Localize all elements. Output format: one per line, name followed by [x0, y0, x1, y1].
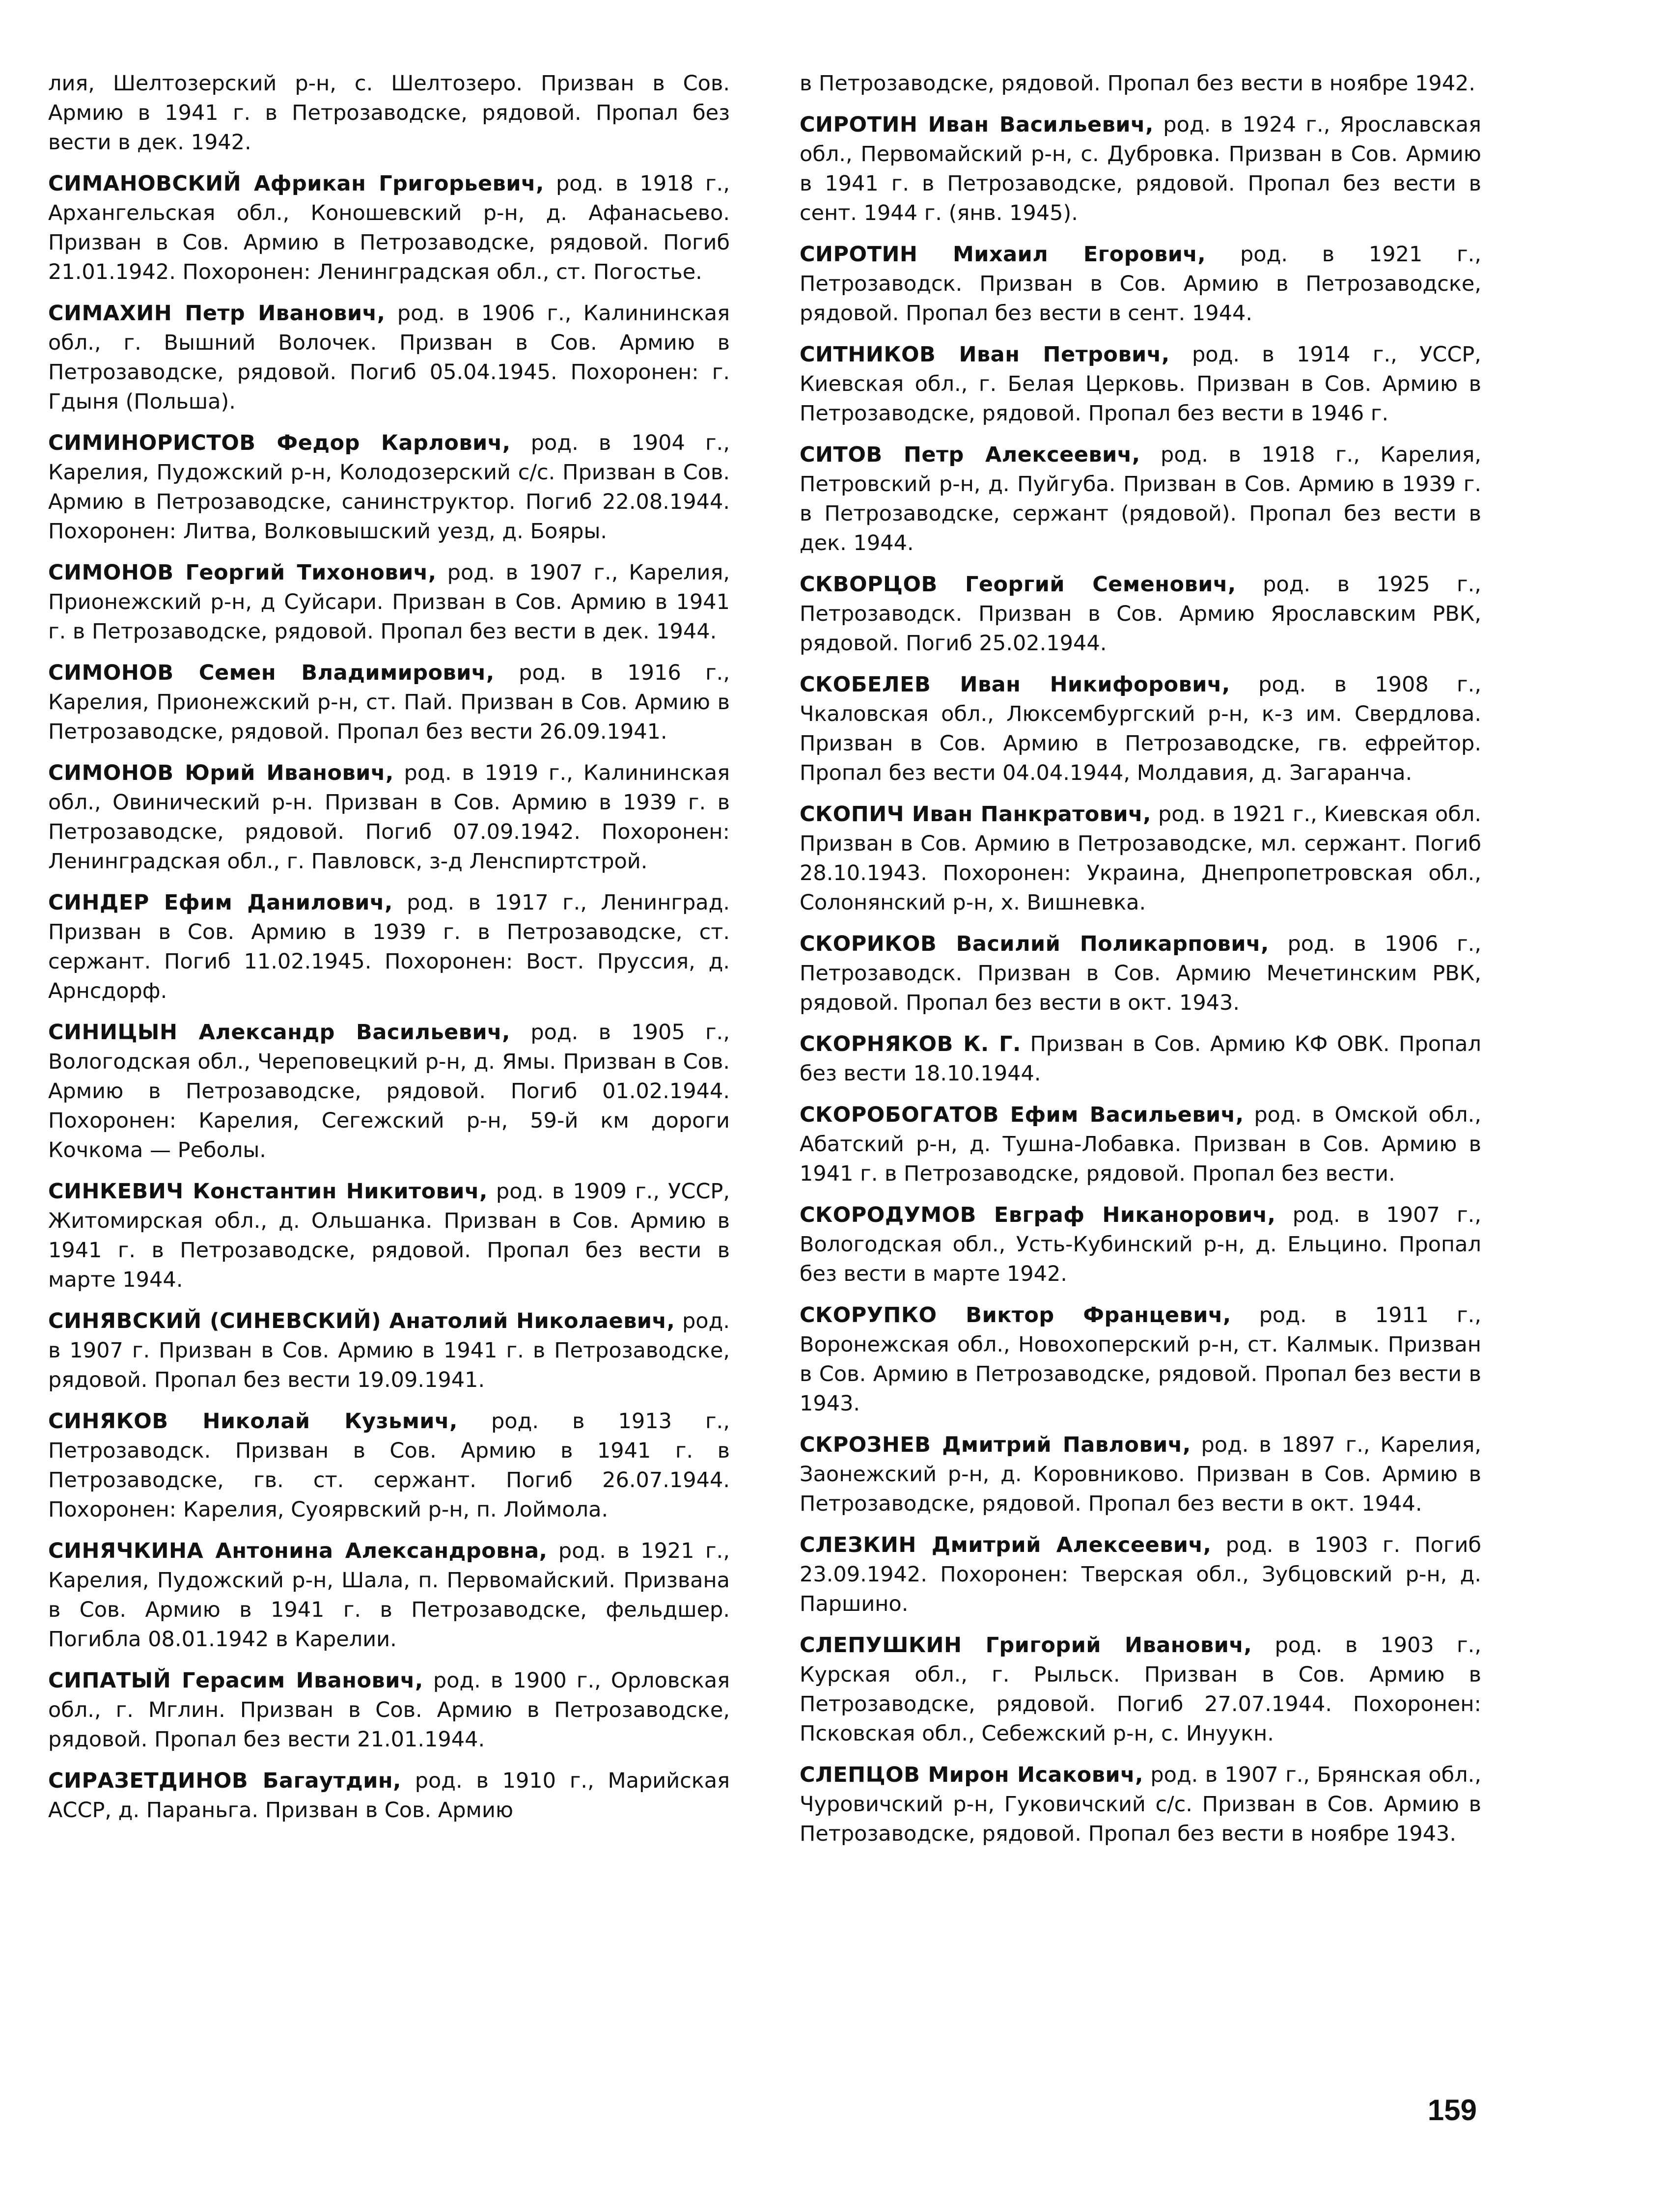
entry-name: СИТОВ Петр Алексеевич,: [800, 442, 1140, 467]
entry-name: СКВОРЦОВ Георгий Семенович,: [800, 572, 1236, 597]
entry: [800, 1029, 1481, 1088]
entry-text: род. в 1911 г., Воронежская обл., Новохоперский р-н, ст. Калмык. Призван в Сов. Армию в Петрозаводске, рядовой. Пропал без вести в 1943.: [800, 1303, 1481, 1416]
entry-name: СИРОТИН Михаил Егорович,: [800, 242, 1206, 267]
entry-text: род. в 1903 г., Курская обл., г. Рыльск. Призван в Сов. Армию в Петрозаводске, рядовой. Погиб 27.07.1944. Похоронен: Псковская обл., Себежский р-н, с. Инуукн.: [800, 1633, 1481, 1746]
entry-text: род. в 1906 г., Калининская обл., г. Вышний Волочек. Призван в Сов. Армию в Петрозаводске, рядовой. Погиб 05.04.1945. Похоронен: г. Гдыня (Польша).: [48, 301, 730, 414]
entry: [48, 169, 730, 287]
entry-name: СИНЯКОВ Николай Кузьмич,: [48, 1409, 458, 1434]
entry-text: род. в 1907 г., Брянская обл., Чуровичский р-н, Гуковичский с/с. Призван в Сов. Армию в Петрозаводске, рядовой. Пропал без вести в ноябре 1943.: [800, 1763, 1481, 1846]
entry: [48, 1177, 730, 1295]
entry-text: род. в 1924 г., Ярославская обл., Первомайский р-н, с. Дубровка. Призван в Сов. Армию в 1941 г. в Петрозаводске, рядовой. Пропал без вести в сент. 1944 г. (янв. 1945).: [800, 112, 1481, 225]
entry: [48, 1018, 730, 1165]
entry: [800, 1100, 1481, 1189]
entry: [48, 428, 730, 546]
entry-text: род. в 1919 г., Калининская обл., Овинический р-н. Призван в Сов. Армию в 1939 г. в Петрозаводске, рядовой. Погиб 07.09.1942. Похоронен: Ленинградская обл., г. Павловск, з-д Ленспиртстрой.: [48, 761, 730, 874]
entry: [48, 1766, 730, 1825]
entry: [800, 670, 1481, 788]
entry-name: СКОРОБОГАТОВ Ефим Васильевич,: [800, 1103, 1244, 1127]
entry-text: род. в 1907 г., Карелия, Прионежский р-н, д Суйсари. Призван в Сов. Армию в 1941 г. в Петрозаводске, рядовой. Пропал без вести в дек. 1944.: [48, 560, 730, 644]
page-number: 159: [1427, 2094, 1477, 2127]
entry-text: род. в 1897 г., Карелия, Заонежский р-н, д. Коровниково. Призван в Сов. Армию в Петрозаводске, рядовой. Пропал без вести в окт. 1944.: [800, 1433, 1482, 1516]
entry: [800, 1631, 1481, 1748]
entry-text: род. в 1906 г., Петрозаводск. Призван в Сов. Армию Мечетинским РВК, рядовой. Пропал без вести в окт. 1943.: [800, 932, 1481, 1015]
entry-text: лия, Шелтозерский р-н, с. Шелтозеро. Призван в Сов. Армию в 1941 г. в Петрозаводске, рядовой. Пропал без вести в дек. 1942.: [48, 71, 730, 155]
entry: [800, 1430, 1481, 1519]
entry-name: СКОПИЧ Иван Панкратович,: [800, 802, 1151, 827]
entry-text: род. в 1918 г., Архангельская обл., Коношевский р-н, д. Афанасьево. Призван в Сов. Армию в Петрозаводске, рядовой. Погиб 21.01.1942. Похоронен: Ленинградская обл., ст. Погостье.: [48, 171, 730, 284]
entry-text: Призван в Сов. Армию КФ ОВК. Пропал без вести 18.10.1944.: [800, 1032, 1481, 1086]
entry-name: СИМОНОВ Семен Владимирович,: [48, 661, 495, 685]
entry-name: СЛЕПУШКИН Григорий Иванович,: [800, 1633, 1252, 1658]
entry-text: род. в 1925 г., Петрозаводск. Призван в Сов. Армию Ярославским РВК, рядовой. Погиб 25.02.1944.: [800, 572, 1481, 656]
entry-name: СКОБЕЛЕВ Иван Никифорович,: [800, 672, 1230, 697]
entry: [48, 1407, 730, 1524]
entry: [800, 800, 1481, 917]
entry-text: в Петрозаводске, рядовой. Пропал без вести в ноябре 1942.: [800, 71, 1476, 96]
entry-name: СИМОНОВ Юрий Иванович,: [48, 761, 394, 785]
entry: [800, 1760, 1481, 1849]
entry-text: род. в 1909 г., УССР, Житомирская обл., д. Ольшанка. Призван в Сов. Армию в 1941 г. в Петрозаводске, рядовой. Пропал без вести в марте 1944.: [48, 1179, 730, 1292]
entry: [48, 1536, 730, 1654]
entry-name: СИНЯЧКИНА Антонина Александровна,: [48, 1539, 548, 1563]
entry-name: СИНКЕВИЧ Константин Никитович,: [48, 1179, 488, 1204]
entry-text: род. в 1904 г., Карелия, Пудожский р-н, Колодозерский с/с. Призван в Сов. Армию в Петрозаводске, санинструктор. Погиб 22.08.1944. Похоронен: Литва, Волковышский уезд, д. Бояры.: [48, 431, 730, 544]
entry-text: род. в 1908 г., Чкаловская обл., Люксембургский р-н, к-з им. Свердлова. Призван в Сов. Армию в Петрозаводске, гв. ефрейтор. Пропал без вести 04.04.1944, Молдавия, д. Загаранча.: [800, 672, 1481, 785]
entry: [800, 570, 1481, 658]
entry-name: СИРОТИН Иван Васильевич,: [800, 112, 1154, 137]
left-column: [48, 69, 730, 1837]
entry: [800, 110, 1481, 228]
entry: [800, 1200, 1481, 1289]
entry-name: СИПАТЫЙ Герасим Иванович,: [48, 1668, 423, 1693]
entry: [48, 658, 730, 747]
entry: [48, 758, 730, 876]
entry: [800, 929, 1481, 1018]
entry-name: СИТНИКОВ Иван Петрович,: [800, 342, 1170, 367]
entry: [48, 1666, 730, 1754]
entry: [48, 299, 730, 416]
entry-continuation: [800, 69, 1481, 98]
entry-text: род. в 1905 г., Вологодская обл., Череповецкий р-н, д. Ямы. Призван в Сов. Армию в Петрозаводске, рядовой. Погиб 01.02.1944. Похоронен: Карелия, Сегежский р-н, 59-й км дороги Кочкома — Реболы.: [48, 1020, 730, 1162]
entry-name: СИМИНОРИСТОВ Федор Карлович,: [48, 431, 511, 455]
entry-text: род. в 1907 г. Призван в Сов. Армию в 1941 г. в Петрозаводске, рядовой. Пропал без вести 19.09.1941.: [48, 1309, 730, 1392]
right-column: [800, 69, 1481, 1860]
entry-name: СИНИЦЫН Александр Васильевич,: [48, 1020, 510, 1045]
entry-text: род. в 1914 г., УССР, Киевская обл., г. Белая Церковь. Призван в Сов. Армию в Петрозаводске, рядовой. Пропал без вести в 1946 г.: [800, 342, 1481, 426]
entry-text: род. в 1907 г., Вологодская обл., Усть-Кубинский р-н, д. Ельцино. Пропал без вести в марте 1942.: [800, 1203, 1481, 1286]
entry-text: род. в 1903 г. Погиб 23.09.1942. Похоронен: Тверская обл., Зубцовский р-н, д. Паршино.: [800, 1533, 1481, 1616]
entry-text: род. в 1900 г., Орловская обл., г. Мглин. Призван в Сов. Армию в Петрозаводске, рядовой. Пропал без вести 21.01.1944.: [48, 1668, 730, 1752]
entry-name: СЛЕЗКИН Дмитрий Алексеевич,: [800, 1533, 1212, 1557]
entry-name: СЛЕПЦОВ Мирон Исакович,: [800, 1763, 1143, 1787]
entry-name: СИНЯВСКИЙ (СИНЕВСКИЙ) Анатолий Николаевич,: [48, 1309, 675, 1333]
entry-name: СИМАХИН Петр Иванович,: [48, 301, 386, 326]
entry: [800, 240, 1481, 328]
entry-text: род. в 1921 г., Киевская обл. Призван в Сов. Армию в Петрозаводске, мл. сержант. Погиб 28.10.1943. Похоронен: Украина, Днепропетровская обл., Солонянский р-н, х. Вишневка.: [800, 802, 1481, 915]
entry: [800, 340, 1481, 428]
entry-name: СИМАНОВСКИЙ Африкан Григорьевич,: [48, 171, 544, 196]
entry-text: род. в 1921 г., Карелия, Пудожский р-н, Шала, п. Первомайский. Призвана в Сов. Армию в 1941 г. в Петрозаводске, фельдшер. Погибла 08.01.1942 в Карелии.: [48, 1539, 730, 1652]
entry-text: род. в 1917 г., Ленинград. Призван в Сов. Армию в 1939 г. в Петрозаводске, ст. сержант. Погиб 11.02.1945. Похоронен: Вост. Пруссия, д. Арнсдорф.: [48, 890, 730, 1003]
entry-text: род. в Омской обл., Абатский р-н, д. Тушна-Лобавка. Призван в Сов. Армию в 1941 г. в Петрозаводске, рядовой. Пропал без вести.: [800, 1103, 1481, 1186]
entry-name: СКОРНЯКОВ К. Г.: [800, 1032, 1021, 1056]
entry-name: СКОРУПКО Виктор Францевич,: [800, 1303, 1231, 1327]
entry-text: род. в 1913 г., Петрозаводск. Призван в Сов. Армию в 1941 г. в Петрозаводске, гв. ст. сержант. Погиб 26.07.1944. Похоронен: Карелия, Суоярвский р-н, п. Лоймола.: [48, 1409, 730, 1522]
entry-name: СКРОЗНЕВ Дмитрий Павлович,: [800, 1433, 1191, 1457]
entry-name: СИМОНОВ Георгий Тихонович,: [48, 560, 437, 585]
entry: [48, 1306, 730, 1395]
entry-text: род. в 1918 г., Карелия, Петровский р-н, д. Пуйгуба. Призван в Сов. Армию в 1939 г. в Петрозаводске, сержант (рядовой). Пропал без вести в дек. 1944.: [800, 442, 1481, 555]
entry: [800, 440, 1481, 558]
entry-continuation: [48, 69, 730, 157]
entry-name: СКОРИКОВ Василий Поликарпович,: [800, 932, 1269, 956]
entry-text: род. в 1916 г., Карелия, Прионежский р-н, ст. Пай. Призван в Сов. Армию в Петрозаводске, рядовой. Пропал без вести 26.09.1941.: [48, 661, 730, 744]
entry-text: род. в 1910 г., Марийская АССР, д. Параньга. Призван в Сов. Армию: [48, 1769, 730, 1823]
entry: [48, 888, 730, 1006]
entry: [800, 1530, 1481, 1619]
entry-name: СИНДЕР Ефим Данилович,: [48, 890, 393, 915]
entry: [800, 1300, 1481, 1418]
entry-text: род. в 1921 г., Петрозаводск. Призван в Сов. Армию в Петрозаводске, рядовой. Пропал без вести в сент. 1944.: [800, 242, 1481, 326]
entry-name: СИРАЗЕТДИНОВ Багаутдин,: [48, 1769, 401, 1793]
entry: [48, 558, 730, 646]
entry-name: СКОРОДУМОВ Евграф Никанорович,: [800, 1203, 1276, 1227]
